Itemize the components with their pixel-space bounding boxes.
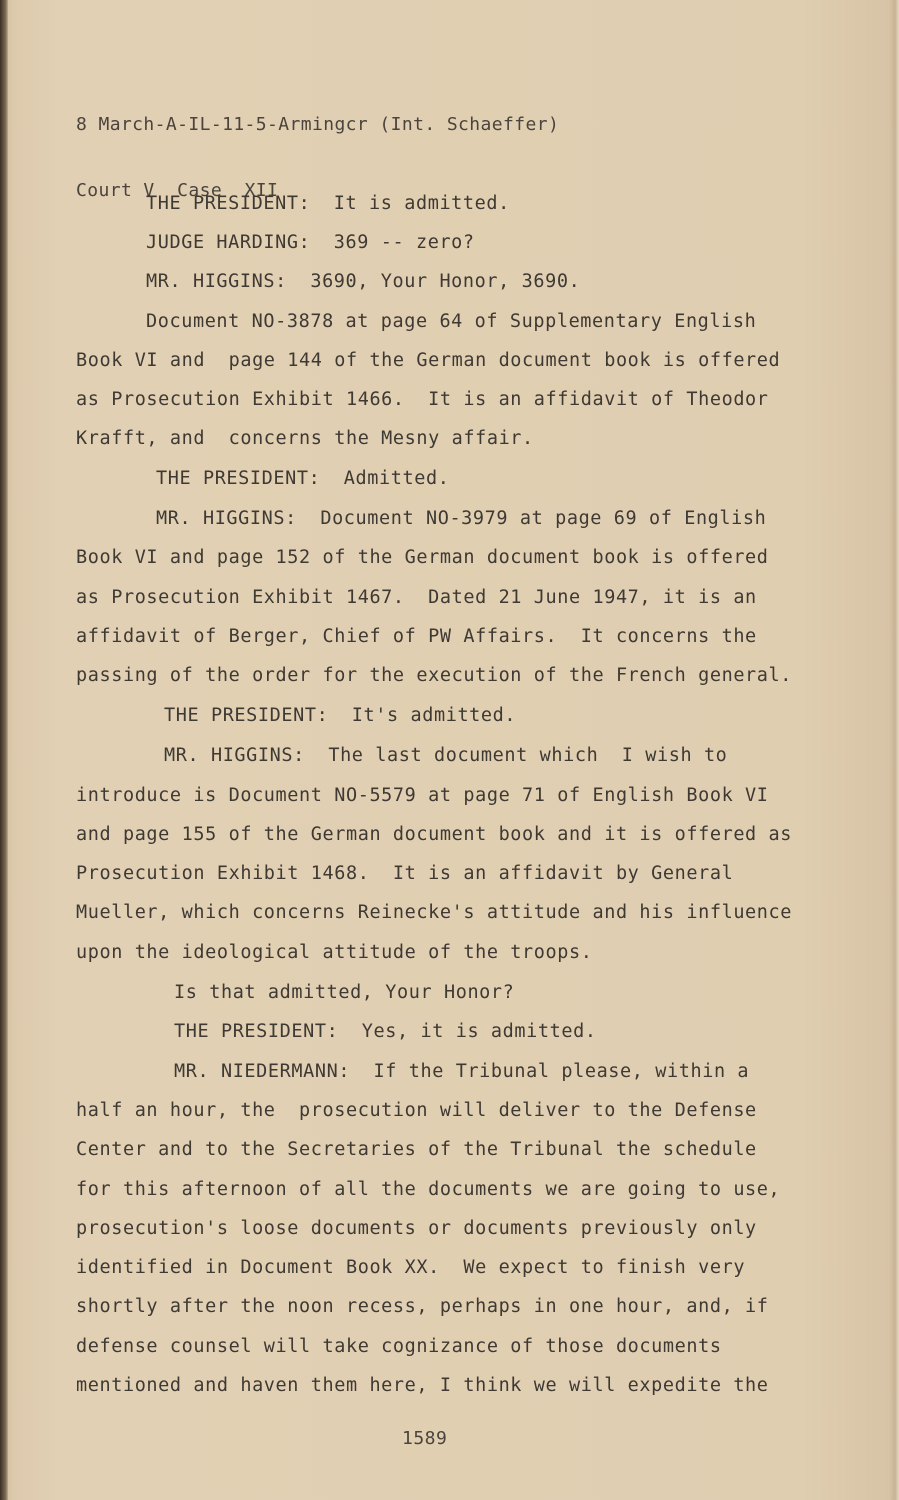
- text-line: THE PRESIDENT: Admitted.: [156, 468, 450, 489]
- text-line: and page 155 of the German document book and it is offered as: [76, 824, 793, 845]
- document-header: [76, 70, 559, 246]
- text-line: MR. HIGGINS: The last document which I wish to: [164, 745, 728, 766]
- text-line: Mueller, which concerns Reinecke's attitude and his influence: [76, 902, 793, 923]
- text-line: THE PRESIDENT: It's admitted.: [164, 705, 517, 726]
- text-line: Book VI and page 152 of the German document book is offered: [76, 547, 769, 568]
- text-line: mentioned and haven them here, I think we will expedite the: [76, 1375, 769, 1396]
- text-line: Prosecution Exhibit 1468. It is an affidavit by General: [76, 863, 734, 884]
- text-line: THE PRESIDENT: Yes, it is admitted.: [174, 1021, 597, 1042]
- text-line: as Prosecution Exhibit 1466. It is an affidavit of Theodor: [76, 389, 769, 410]
- text-line: for this afternoon of all the documents we are going to use,: [76, 1179, 781, 1200]
- text-line: Document NO-3878 at page 64 of Supplementary English: [146, 311, 757, 332]
- text-line: Krafft, and concerns the Mesny affair.: [76, 428, 534, 449]
- text-line: Is that admitted, Your Honor?: [174, 982, 515, 1003]
- text-line: half an hour, the prosecution will deliver to the Defense: [76, 1100, 757, 1121]
- text-line: passing of the order for the execution of the French general.: [76, 665, 793, 686]
- text-line: defense counsel will take cognizance of those documents: [76, 1336, 722, 1357]
- text-line: THE PRESIDENT: It is admitted.: [146, 193, 510, 214]
- text-line: shortly after the noon recess, perhaps in one hour, and, if: [76, 1296, 769, 1317]
- text-line: prosecution's loose documents or documents previously only: [76, 1218, 757, 1239]
- text-line: introduce is Document NO-5579 at page 71 of English Book VI: [76, 785, 769, 806]
- text-line: as Prosecution Exhibit 1467. Dated 21 June 1947, it is an: [76, 587, 757, 608]
- text-line: Book VI and page 144 of the German document book is offered: [76, 350, 781, 371]
- text-line: MR. HIGGINS: 3690, Your Honor, 3690.: [146, 271, 581, 292]
- text-line: upon the ideological attitude of the troops.: [76, 942, 593, 963]
- text-line: Center and to the Secretaries of the Tribunal the schedule: [76, 1139, 757, 1160]
- text-line: MR. NIEDERMANN: If the Tribunal please, within a: [174, 1061, 750, 1082]
- header-line-court-case: Court V Case XII: [76, 180, 279, 201]
- page-right-edge: [889, 0, 899, 1500]
- text-line: MR. HIGGINS: Document NO-3979 at page 69 of English: [156, 508, 767, 529]
- page-number: 1589: [402, 1428, 448, 1449]
- text-line: affidavit of Berger, Chief of PW Affairs. It concerns the: [76, 626, 757, 647]
- text-line: identified in Document Book XX. We expect to finish very: [76, 1257, 746, 1278]
- text-line: JUDGE HARDING: 369 -- zero?: [146, 232, 475, 253]
- page-left-edge: [0, 0, 8, 1500]
- header-line-session: 8 March-A-IL-11-5-Armingcr (Int. Schaeffer): [76, 114, 560, 135]
